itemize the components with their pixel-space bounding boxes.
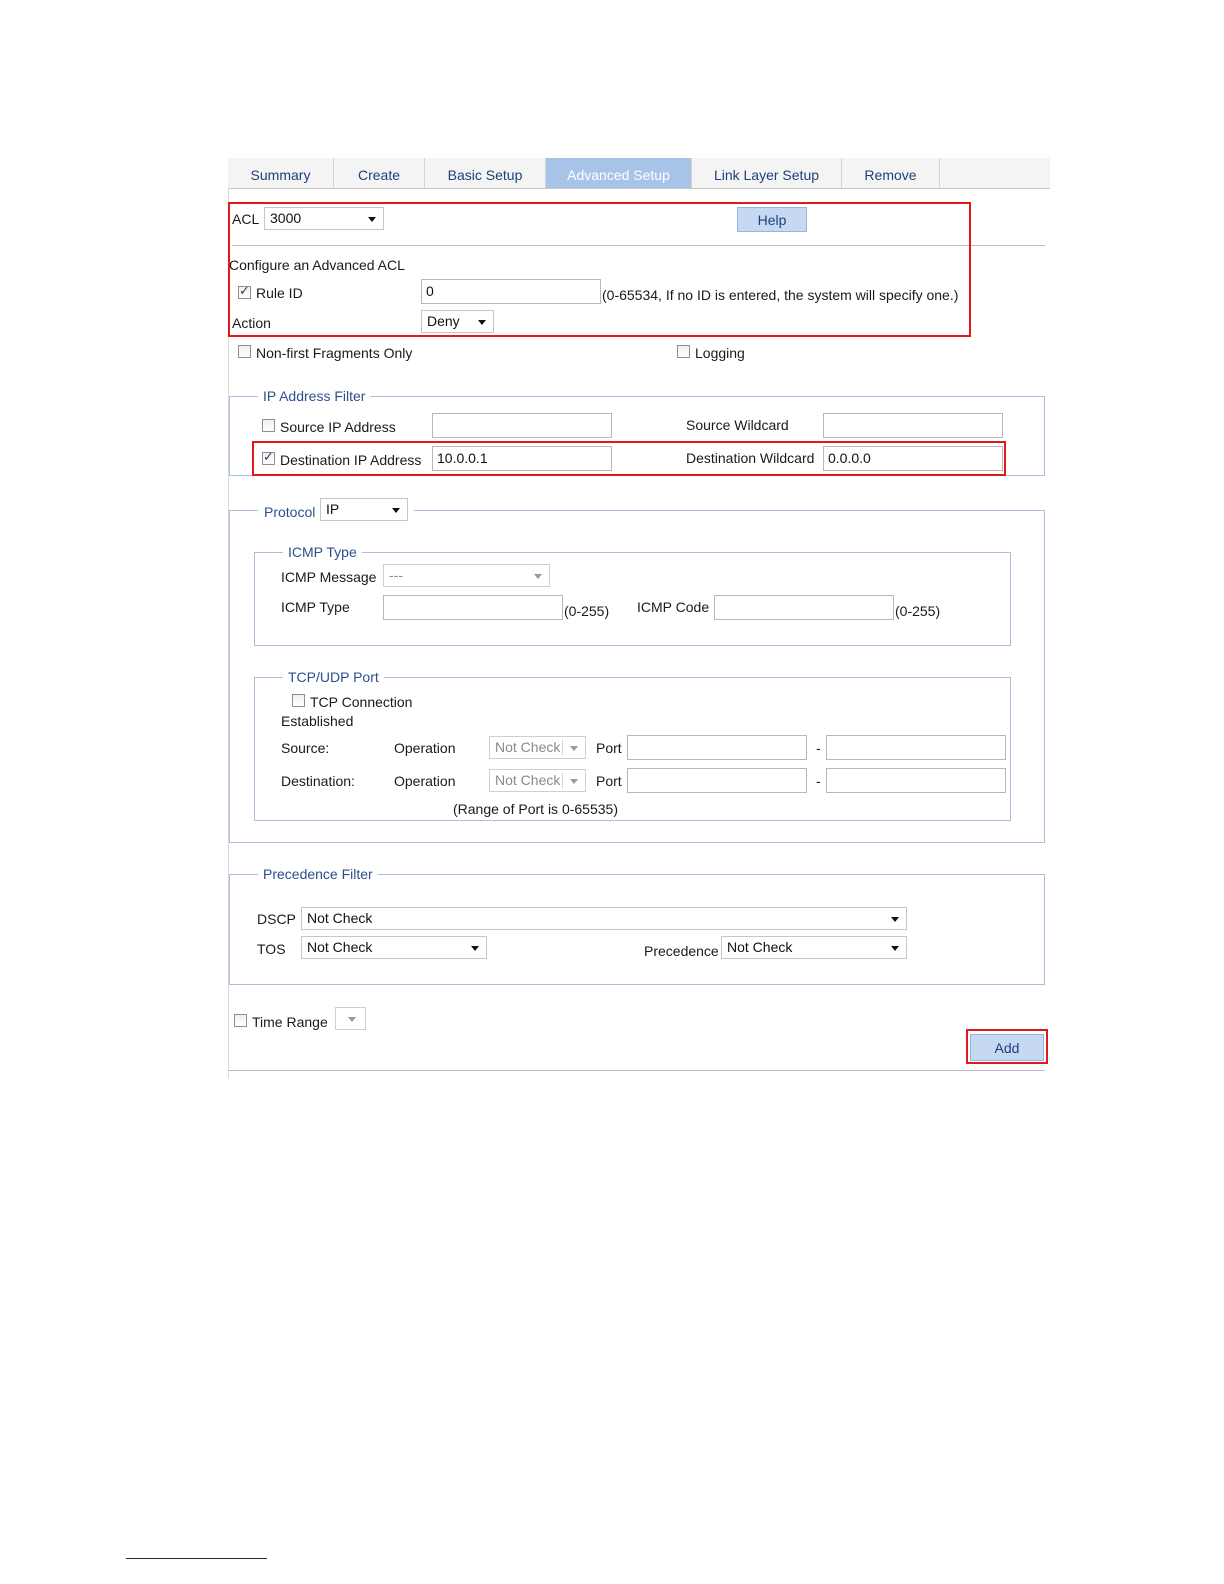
source-port-end-input[interactable]	[826, 735, 1006, 760]
ip-address-filter-legend: IP Address Filter	[258, 387, 370, 405]
precedence-select[interactable]	[721, 936, 907, 959]
help-button[interactable]: Help	[737, 207, 807, 232]
icmp-code-range: (0-255)	[895, 603, 941, 619]
precedence-filter-legend: Precedence Filter	[258, 865, 378, 883]
port-range-note: (Range of Port is 0-65535)	[453, 801, 618, 817]
rule-id-label: Rule ID	[256, 285, 303, 301]
icmp-type-input[interactable]	[383, 595, 563, 620]
tos-select[interactable]	[301, 936, 487, 959]
source-ip-checkbox[interactable]	[262, 419, 275, 432]
add-button[interactable]: Add	[970, 1034, 1044, 1061]
tab-create[interactable]: Create	[334, 158, 425, 188]
acl-label: ACL	[232, 211, 260, 227]
dest-wildcard-input[interactable]: 0.0.0.0	[823, 446, 1003, 471]
icmp-message-select[interactable]	[383, 564, 550, 587]
chevron-down-icon	[348, 1017, 356, 1022]
icmp-code-label: ICMP Code	[637, 599, 710, 615]
nonfirst-fragments-checkbox[interactable]	[238, 345, 251, 358]
icmp-type-legend: ICMP Type	[283, 543, 362, 561]
source-port-text: Port	[596, 740, 622, 756]
chevron-down-icon	[471, 946, 479, 951]
tab-link-layer-setup[interactable]: Link Layer Setup	[692, 158, 842, 188]
tab-bar	[228, 158, 1050, 189]
protocol-label: Protocol	[264, 504, 316, 520]
protocol-select[interactable]	[320, 498, 408, 521]
icmp-type-label: ICMP Type	[281, 599, 350, 615]
source-port-dash: -	[816, 740, 821, 756]
time-range-select[interactable]	[335, 1007, 366, 1030]
chevron-down-icon	[534, 574, 542, 579]
dest-port-label: Destination:	[281, 773, 355, 789]
rule-id-input[interactable]: 0	[421, 279, 601, 304]
precedence-label: Precedence	[644, 943, 719, 959]
tab-summary[interactable]: Summary	[228, 158, 334, 188]
icmp-message-value: ---	[389, 567, 403, 583]
precedence-value: Not Check	[727, 939, 793, 955]
separator	[562, 740, 563, 755]
logging-checkbox[interactable]	[677, 345, 690, 358]
dscp-label: DSCP	[257, 911, 296, 927]
source-operation-value: Not Check	[495, 739, 561, 755]
chevron-down-icon	[891, 917, 899, 922]
highlight-box	[228, 202, 971, 337]
tos-value: Not Check	[307, 939, 373, 955]
tcp-established-label-line1: TCP Connection	[310, 694, 413, 710]
section-heading: Configure an Advanced ACL	[229, 257, 405, 273]
source-port-label: Source:	[281, 740, 330, 756]
tos-label: TOS	[257, 941, 286, 957]
footnote-rule	[126, 1558, 267, 1559]
protocol-value: IP	[326, 501, 340, 517]
icmp-type-fieldset	[254, 552, 1011, 646]
action-value: Deny	[427, 313, 460, 329]
chevron-down-icon	[570, 746, 578, 751]
separator	[562, 773, 563, 788]
highlight-box	[966, 1029, 1048, 1064]
source-operation-label: Operation	[394, 740, 456, 756]
source-ip-label: Source IP Address	[280, 419, 396, 435]
dest-operation-select[interactable]	[489, 769, 586, 792]
dest-port-text: Port	[596, 773, 622, 789]
source-port-start-input[interactable]	[627, 735, 807, 760]
dest-operation-label: Operation	[394, 773, 456, 789]
acl-value: 3000	[270, 210, 302, 226]
dest-port-end-input[interactable]	[826, 768, 1006, 793]
tab-basic-setup[interactable]: Basic Setup	[425, 158, 546, 188]
chevron-down-icon	[891, 946, 899, 951]
dest-ip-input[interactable]: 10.0.0.1	[432, 446, 612, 471]
dest-wildcard-label: Destination Wildcard	[686, 450, 815, 466]
time-range-checkbox[interactable]	[234, 1014, 247, 1027]
dest-ip-label: Destination IP Address	[280, 452, 422, 468]
dest-port-start-input[interactable]	[627, 768, 807, 793]
dscp-select[interactable]	[301, 907, 907, 930]
dest-port-dash: -	[816, 773, 821, 789]
tcpudp-port-legend: TCP/UDP Port	[283, 668, 384, 686]
chevron-down-icon	[570, 779, 578, 784]
tcp-established-label-line2: Established	[281, 713, 354, 729]
source-ip-input[interactable]	[432, 413, 612, 438]
icmp-type-range: (0-255)	[564, 603, 610, 619]
source-wildcard-label: Source Wildcard	[686, 417, 789, 433]
highlight-box	[252, 441, 1006, 476]
rule-id-hint: (0-65534, If no ID is entered, the system will specify one.)	[602, 287, 959, 303]
icmp-code-input[interactable]	[714, 595, 894, 620]
chevron-down-icon	[392, 508, 400, 513]
tab-advanced-setup[interactable]: Advanced Setup	[546, 158, 692, 188]
action-label: Action	[232, 315, 271, 331]
source-wildcard-input[interactable]	[823, 413, 1003, 438]
icmp-message-label: ICMP Message	[281, 569, 377, 585]
bottom-divider	[228, 1070, 1045, 1071]
dscp-value: Not Check	[307, 910, 373, 926]
nonfirst-fragments-label: Non-first Fragments Only	[256, 345, 413, 361]
source-operation-select[interactable]	[489, 736, 586, 759]
tab-remove[interactable]: Remove	[842, 158, 940, 188]
logging-label: Logging	[695, 345, 745, 361]
tcp-established-checkbox[interactable]	[292, 694, 305, 707]
dest-operation-value: Not Check	[495, 772, 561, 788]
time-range-label: Time Range	[252, 1014, 328, 1030]
